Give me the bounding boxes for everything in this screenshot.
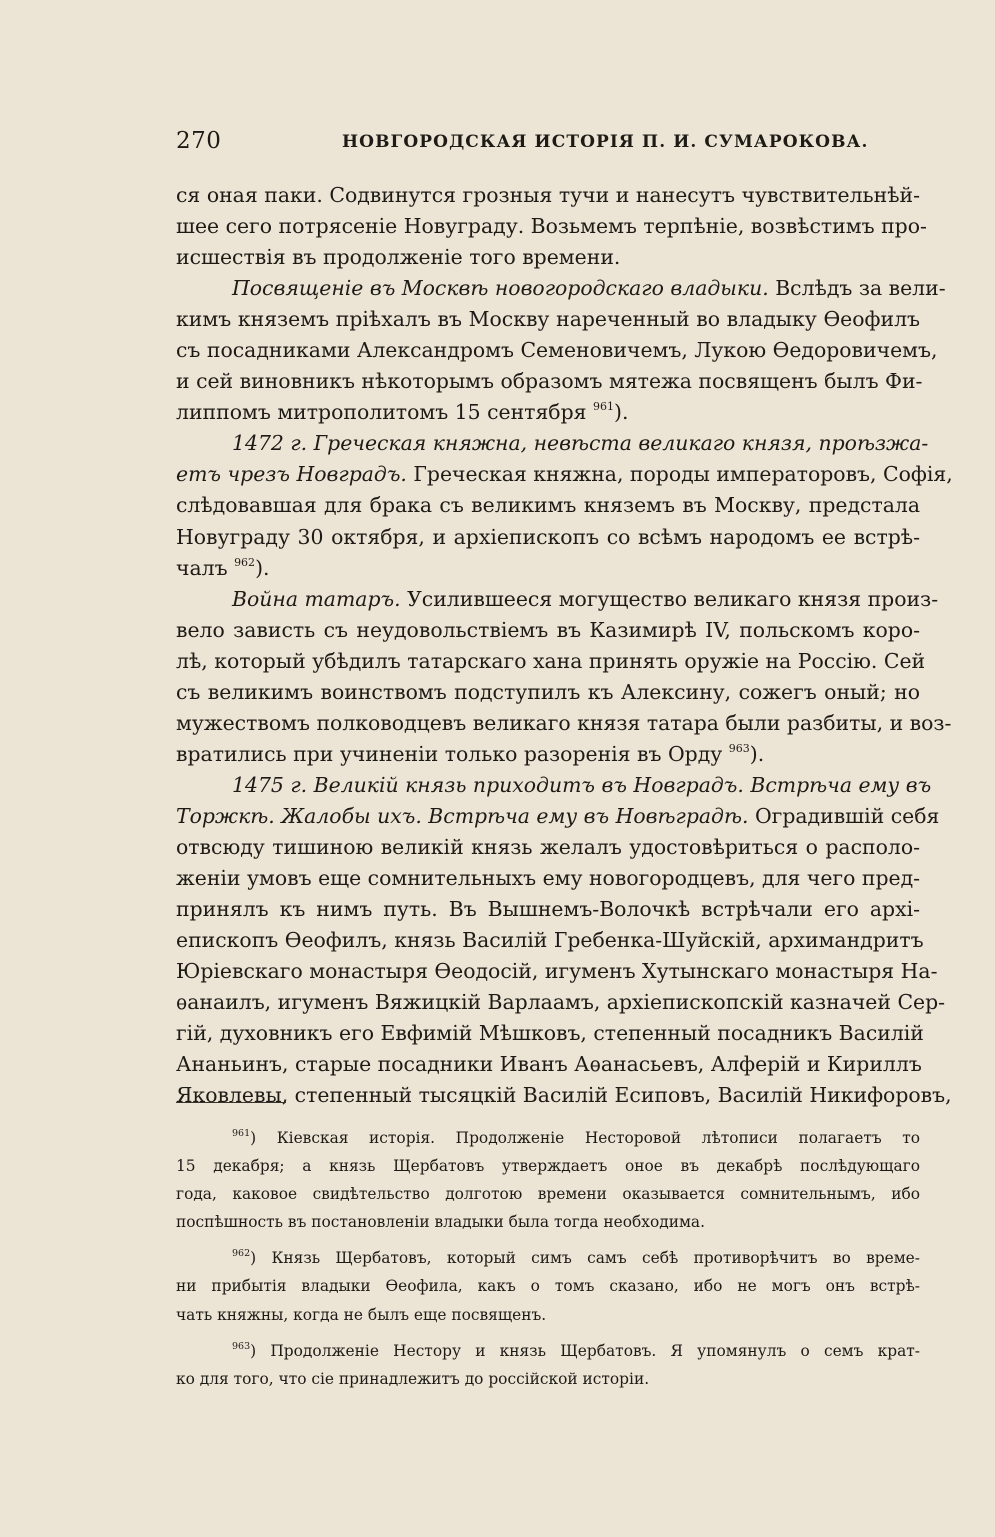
text-run: липпомъ митрополитомъ 15 сентября — [176, 400, 587, 425]
section-heading: етъ чрезъ Новградъ. — [176, 462, 407, 487]
footnote-ref: 962 — [234, 555, 256, 569]
footnote-line — [176, 1337, 920, 1365]
text-line: женіи умовъ еще сомнительныхъ ему новогородцевъ, для чего пред- — [176, 866, 921, 891]
text-line: съ посадниками Александромъ Семеновичемъ, Лукою Ѳедоровичемъ, — [176, 338, 938, 363]
text-line — [176, 397, 920, 428]
text-line: и сей виновникъ нѣкоторымъ образомъ мятежа посвященъ былъ Фи- — [176, 369, 923, 394]
text-line: епископъ Ѳеофилъ, князь Василій Гребенка-Шуйскій, архимандритъ — [176, 928, 924, 953]
text-line — [176, 739, 920, 770]
section-heading: Война татаръ. — [232, 586, 401, 611]
text-run: Вслѣдъ за вели- — [775, 276, 946, 301]
footnote-number: 962 — [232, 1248, 251, 1260]
footnote — [176, 1337, 920, 1393]
text-line: вело зависть съ неудовольствіемъ въ Казимирѣ IV, польскомъ коро- — [176, 617, 920, 642]
text-line: гій, духовникъ его Евфимій Мѣшковъ, степенный посадникъ Василій — [176, 1021, 924, 1046]
text-run: ). — [614, 400, 629, 425]
text-line: отвсюду тишиною великій князь желалъ удостовѣриться о располо- — [176, 834, 920, 859]
text-run: Греческая княжна, породы императоровъ, Софія, — [413, 462, 953, 487]
text-line: исшествія въ продолженіе того времени. — [176, 245, 621, 270]
text-line — [176, 801, 940, 832]
footnote-line: 15 декабря; а князь Щербатовъ утверждаетъ оное въ декабрѣ послѣдующаго — [176, 1157, 920, 1176]
text-run: Усилившееся могущество великаго князя произ- — [407, 586, 939, 611]
text-line: ся оная паки. Содвинутся грозныя тучи и нанесутъ чувствительнѣй- — [176, 183, 920, 207]
text-run: Оградившій себя — [754, 803, 940, 828]
footnote — [176, 1124, 920, 1236]
text-line — [176, 273, 946, 304]
paragraph — [176, 273, 946, 428]
footnote-number: 963 — [232, 1340, 251, 1352]
footnote-line: поспѣшность въ постановленіи владыки была тогда необходима. — [176, 1213, 705, 1232]
paragraph — [176, 584, 952, 770]
section-heading: 1475 г. Великій князь приходитъ въ Новградъ. Встрѣча ему въ — [232, 772, 932, 797]
section-heading: 1472 г. Греческая княжна, невѣста великаго князя, проѣзжа- — [232, 431, 929, 456]
text-line — [176, 459, 953, 490]
paragraph — [176, 180, 927, 273]
text-line: слѣдовавшая для брака съ великимъ княземъ въ Москву, предстала — [176, 493, 920, 518]
text-line: Яковлевы, степенный тысяцкій Василій Есиповъ, Василій Никифоровъ, — [176, 1083, 952, 1108]
text-run: вратились при учиненіи только разоренія въ Орду — [176, 741, 723, 766]
footnote-ref: 963 — [728, 741, 750, 755]
page-number: 270 — [176, 128, 222, 154]
text-line: Юріевскаго монастыря Ѳеодосій, игуменъ Хутынскаго монастыря На- — [176, 959, 938, 984]
footnote-line: ни прибытія владыки Ѳеофила, какъ о томъ сказано, ибо не могъ онъ встрѣ- — [176, 1277, 920, 1296]
section-heading: Торжкѣ. Жалобы ихъ. Встрѣча ему въ Новѣградѣ. — [176, 803, 749, 828]
footnote-ref: 961 — [593, 400, 614, 414]
text-run: ). — [749, 741, 765, 766]
text-run: ) Князь Щербатовъ, который симъ самъ себѣ противорѣчитъ во време- — [250, 1249, 920, 1268]
text-line: шее сего потрясеніе Новуграду. Возьмемъ терпѣніе, возвѣстимъ про- — [176, 214, 927, 239]
footnote-line: года, каковое свидѣтельство долготою времени оказывается сомнительнымъ, ибо — [176, 1185, 920, 1204]
footnote-number: 961 — [232, 1128, 251, 1139]
text-run: чалъ — [176, 555, 228, 580]
text-line — [176, 553, 920, 584]
section-heading: Посвященіе въ Москвѣ новогородскаго владыки. — [232, 276, 769, 301]
page-header — [176, 128, 920, 155]
text-line: принялъ къ нимъ путь. Въ Вышнемъ-Волочкѣ встрѣчали его архі- — [176, 897, 920, 922]
text-line: Новуграду 30 октября, и архіепископъ со всѣмъ народомъ ее встрѣ- — [176, 524, 920, 549]
text-line: мужествомъ полководцевъ великаго князя татара были разбиты, и воз- — [176, 710, 952, 735]
text-run: ). — [255, 555, 270, 580]
text-line: лѣ, который убѣдилъ татарскаго хана принять оружіе на Россію. Сей — [176, 648, 926, 673]
text-line: кимъ княземъ пріѣхалъ въ Москву нареченный во владыку Ѳеофилъ — [176, 307, 920, 332]
text-line: Ананьинъ, старые посадники Иванъ Аѳанасьевъ, Алферій и Кириллъ — [176, 1052, 922, 1077]
paragraph — [176, 770, 952, 1112]
footnote-line — [176, 1124, 920, 1152]
footnote-line: ко для того, что сіе принадлежитъ до россійской исторіи. — [176, 1369, 650, 1388]
text-run: ) Кіевская исторія. Продолженіе Несторовой лѣтописи полагаетъ то — [250, 1129, 920, 1147]
footnote-line — [176, 1244, 920, 1272]
footnote-line: чать княжны, когда не былъ еще посвященъ. — [176, 1305, 547, 1324]
main-text — [176, 180, 953, 1111]
text-line: ѳанаилъ, игуменъ Вяжицкій Варлаамъ, архіепископскій казначей Сер- — [176, 990, 946, 1015]
text-line: съ великимъ воинствомъ подступилъ къ Алексину, сожегъ оный; но — [176, 679, 920, 704]
running-title: НОВГОРОДСКАЯ ИСТОРІЯ П. И. СУМАРОКОВА. — [342, 132, 869, 152]
text-run: ) Продолженіе Нестору и князь Щербатовъ. Я упомянулъ о семъ крат- — [250, 1341, 920, 1360]
text-line — [176, 584, 939, 615]
footnote-rule — [176, 1102, 286, 1103]
paragraph — [176, 428, 953, 583]
footnotes — [176, 1124, 920, 1393]
footnote — [176, 1244, 920, 1328]
